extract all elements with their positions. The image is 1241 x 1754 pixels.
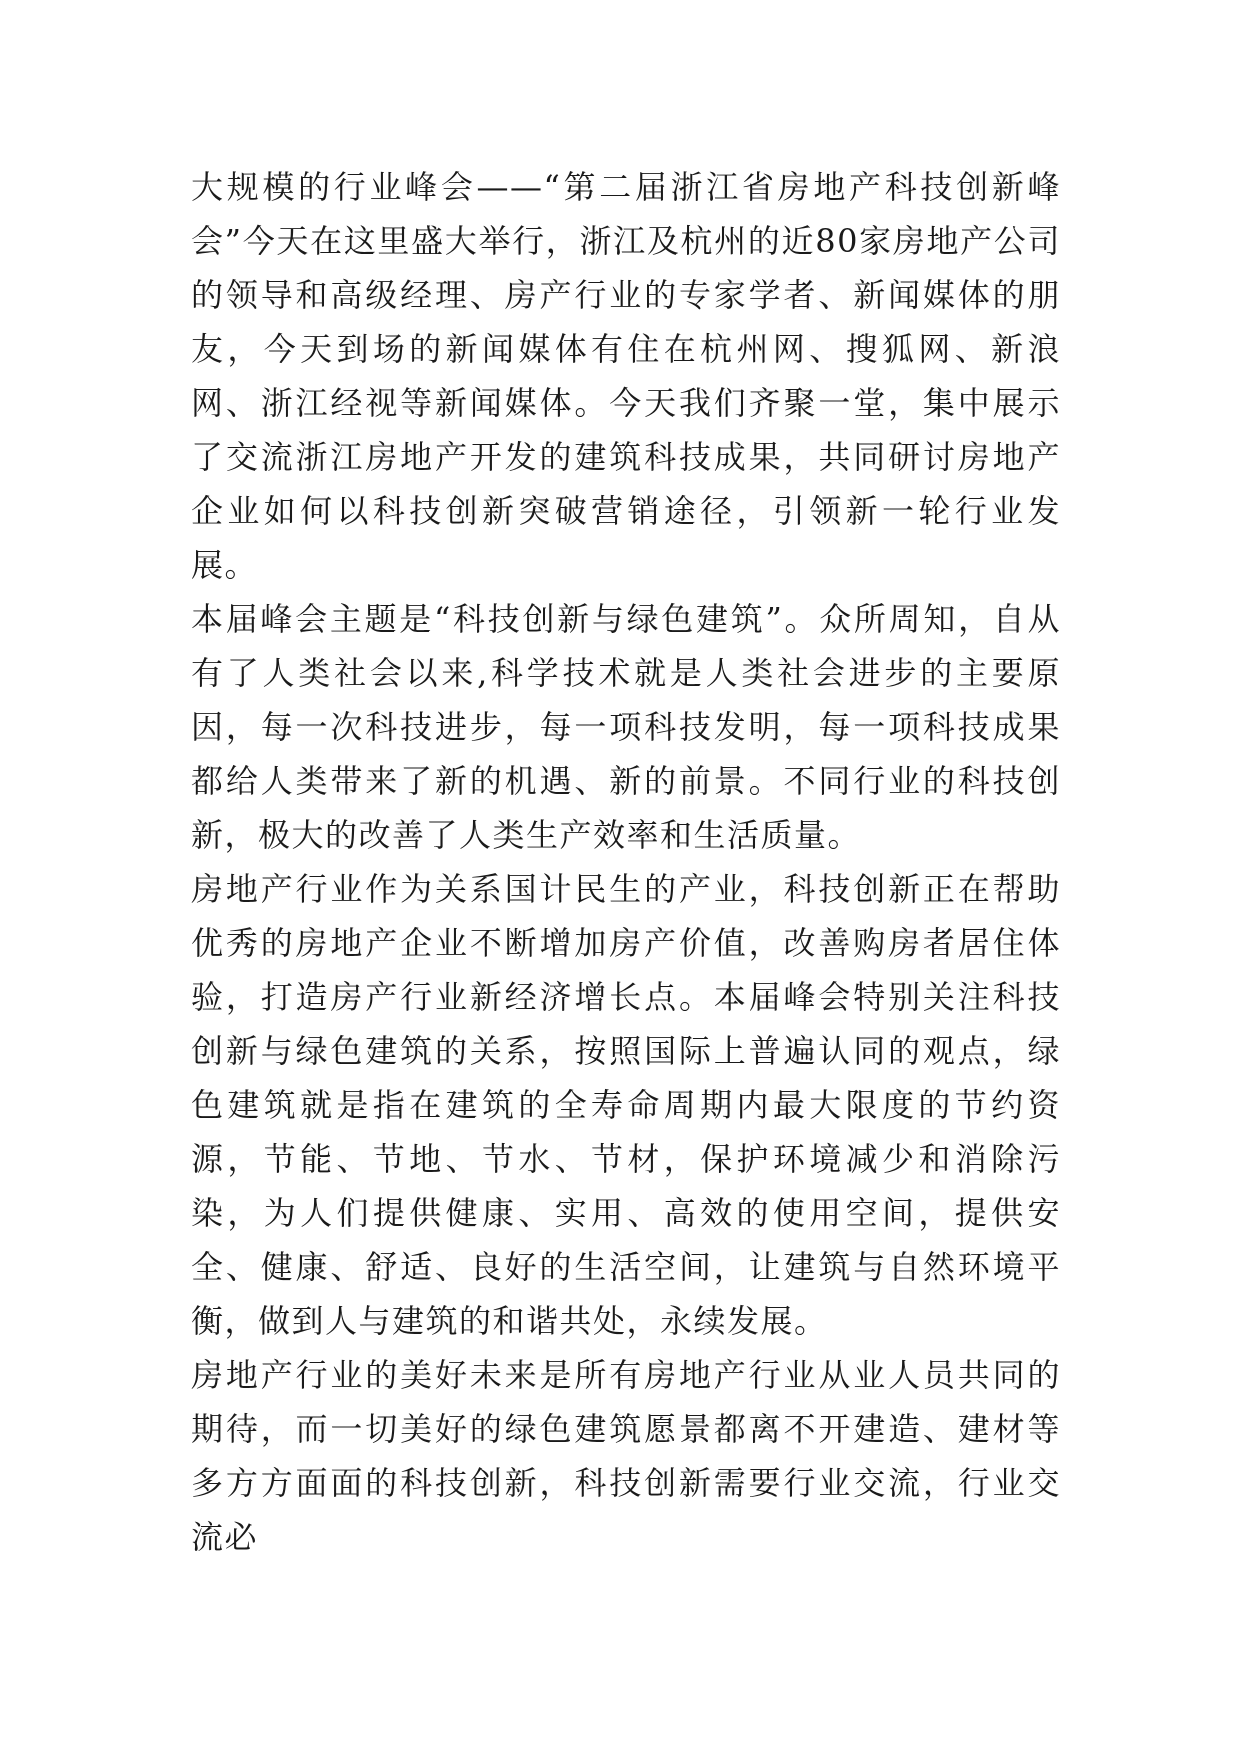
paragraph-industry-future: 房地产行业的美好未来是所有房地产行业从业人员共同的期待，而一切美好的绿色建筑愿景都离不开建造、建材等多方方面面的科技创新，科技创新需要行业交流，行业交流必 bbox=[191, 1356, 1061, 1556]
paragraph-summit-theme: 本届峰会主题是“科技创新与绿色建筑”。众所周知，自从有了人类社会以来,科学技术就是人类社会进步的主要原因，每一次科技进步，每一项科技发明，每一项科技成果都给人类带来了新的机遇、新的前景。不同行业的科技创新，极大的改善了人类生产效率和生活质量。 bbox=[191, 600, 1061, 854]
paragraph-summit-intro: 大规模的行业峰会——“第二届浙江省房地产科技创新峰会”今天在这里盛大举行，浙江及杭州的近80家房地产公司的领导和高级经理、房产行业的专家学者、新闻媒体的朋友，今天到场的新闻媒体有住在杭州网、搜狐网、新浪网、浙江经视等新闻媒体。今天我们齐聚一堂，集中展示了交流浙江房地产开发的建筑科技成果，共同研讨房地产企业如何以科技创新突破营销途径，引领新一轮行业发展。 bbox=[191, 168, 1061, 584]
document-body bbox=[191, 160, 1061, 1564]
paragraph-green-building: 房地产行业作为关系国计民生的产业，科技创新正在帮助优秀的房地产企业不断增加房产价值，改善购房者居住体验，打造房产行业新经济增长点。本届峰会特别关注科技创新与绿色建筑的关系，按照国际上普遍认同的观点，绿色建筑就是指在建筑的全寿命周期内最大限度的节约资源，节能、节地、节水、节材，保护环境减少和消除污染，为人们提供健康、实用、高效的使用空间，提供安全、健康、舒适、良好的生活空间，让建筑与自然环境平衡，做到人与建筑的和谐共处，永续发展。 bbox=[191, 870, 1061, 1340]
